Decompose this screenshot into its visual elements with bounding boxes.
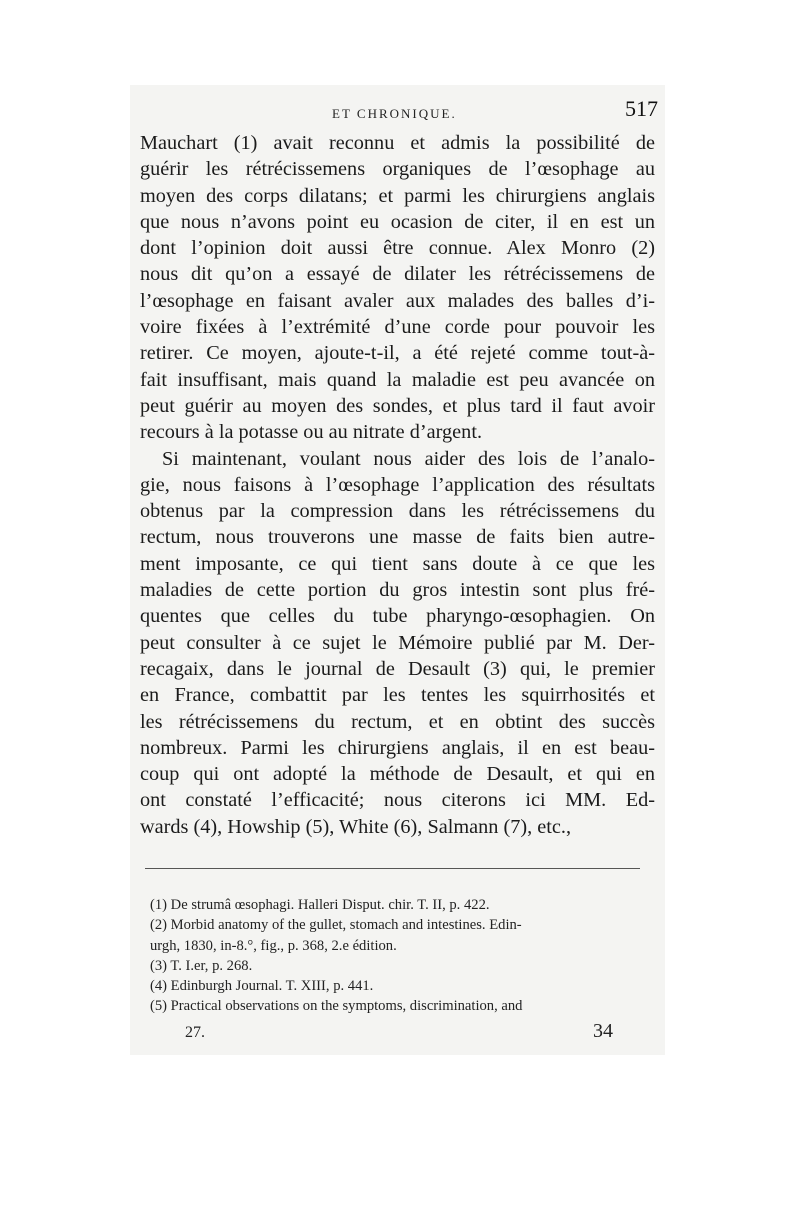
text-line: rectum, nous trouverons une masse de faits bien autre- bbox=[140, 526, 655, 549]
gathering-number: 27. bbox=[185, 1024, 205, 1041]
text-line: wards (4), Howship (5), White (6), Salmann (7), etc., bbox=[140, 815, 572, 838]
text-line: nous dit qu’on a essayé de dilater les rétrécissemens de bbox=[140, 263, 655, 286]
text-line: peut consulter à ce sujet le Mémoire publié par M. Der- bbox=[140, 631, 655, 654]
text-line: dont l’opinion doit aussi être connue. Alex Monro (2) bbox=[140, 237, 655, 260]
text-line: Mauchart (1) avait reconnu et admis la possibilité de bbox=[140, 132, 655, 154]
text-line: peut guérir au moyen des sondes, et plus tard il faut avoir bbox=[140, 394, 655, 417]
text-line: les rétrécissemens du rectum, et en obtint des succès bbox=[140, 710, 655, 733]
text-line: ont constaté l’efficacité; nous citerons ici MM. Ed- bbox=[140, 789, 655, 812]
text-line: maladies de cette portion du gros intestin sont plus fré- bbox=[140, 579, 655, 602]
signature-line bbox=[185, 1020, 615, 1044]
text-line: guérir les rétrécissemens organiques de l’œsophage au bbox=[140, 158, 655, 181]
running-head: ET CHRONIQUE. bbox=[332, 106, 457, 121]
text-line: quentes que celles du tube pharyngo-œsophagien. On bbox=[140, 605, 655, 628]
text-line: en France, combattit par les tentes les squirrhosités et bbox=[140, 684, 655, 707]
footnote: (3) T. I.er, p. 268. bbox=[150, 957, 253, 974]
text-line: que nous n’avons point eu ocasion de citer, il en est un bbox=[140, 210, 655, 233]
text-line: moyen des corps dilatans; et parmi les chirurgiens anglais bbox=[140, 184, 655, 207]
text-line: gie, nous faisons à l’œsophage l’application des résultats bbox=[140, 473, 655, 496]
footnotes bbox=[150, 895, 650, 1017]
page-header bbox=[160, 96, 660, 126]
footnote-continuation: urgh, 1830, in-8.°, fig., p. 368, 2.e édition. bbox=[150, 937, 397, 954]
footnote: (1) De strumâ œsophagi. Halleri Disput. chir. T. II, p. 422. bbox=[150, 897, 490, 913]
footnote: (4) Edinburgh Journal. T. XIII, p. 441. bbox=[150, 978, 374, 995]
text-line: recagaix, dans le journal de Desault (3) qui, le premier bbox=[140, 657, 655, 680]
footnote-divider bbox=[145, 868, 640, 869]
text-line: coup qui ont adopté la méthode de Desault, et qui en bbox=[140, 763, 655, 786]
text-line: nombreux. Parmi les chirurgiens anglais, il en est beau- bbox=[140, 736, 655, 759]
footnote: (5) Practical observations on the symptoms, discrimination, and bbox=[150, 998, 523, 1015]
text-line: l’œsophage en faisant avaler aux malades des balles d’i- bbox=[140, 289, 655, 312]
page-number: 517 bbox=[625, 96, 658, 121]
text-line: ment imposante, ce qui tient sans doute à ce que les bbox=[140, 552, 655, 575]
text-line: retirer. Ce moyen, ajoute-t-il, a été rejeté comme tout-à- bbox=[140, 342, 655, 365]
body-text bbox=[140, 130, 655, 840]
signature-mark: 34 bbox=[593, 1020, 613, 1042]
footnote: (2) Morbid anatomy of the gullet, stomach and intestines. Edin- bbox=[150, 917, 522, 934]
text-line: obtenus par la compression dans les rétrécissemens du bbox=[140, 500, 655, 523]
text-line: Si maintenant, voulant nous aider des lois de l’analo- bbox=[162, 447, 655, 470]
text-line: fait insuffisant, mais quand la maladie est peu avancée on bbox=[140, 368, 655, 391]
text-line: voire fixées à l’extrémité d’une corde pour pouvoir les bbox=[140, 316, 655, 339]
text-line: recours à la potasse ou au nitrate d’argent. bbox=[140, 421, 483, 444]
